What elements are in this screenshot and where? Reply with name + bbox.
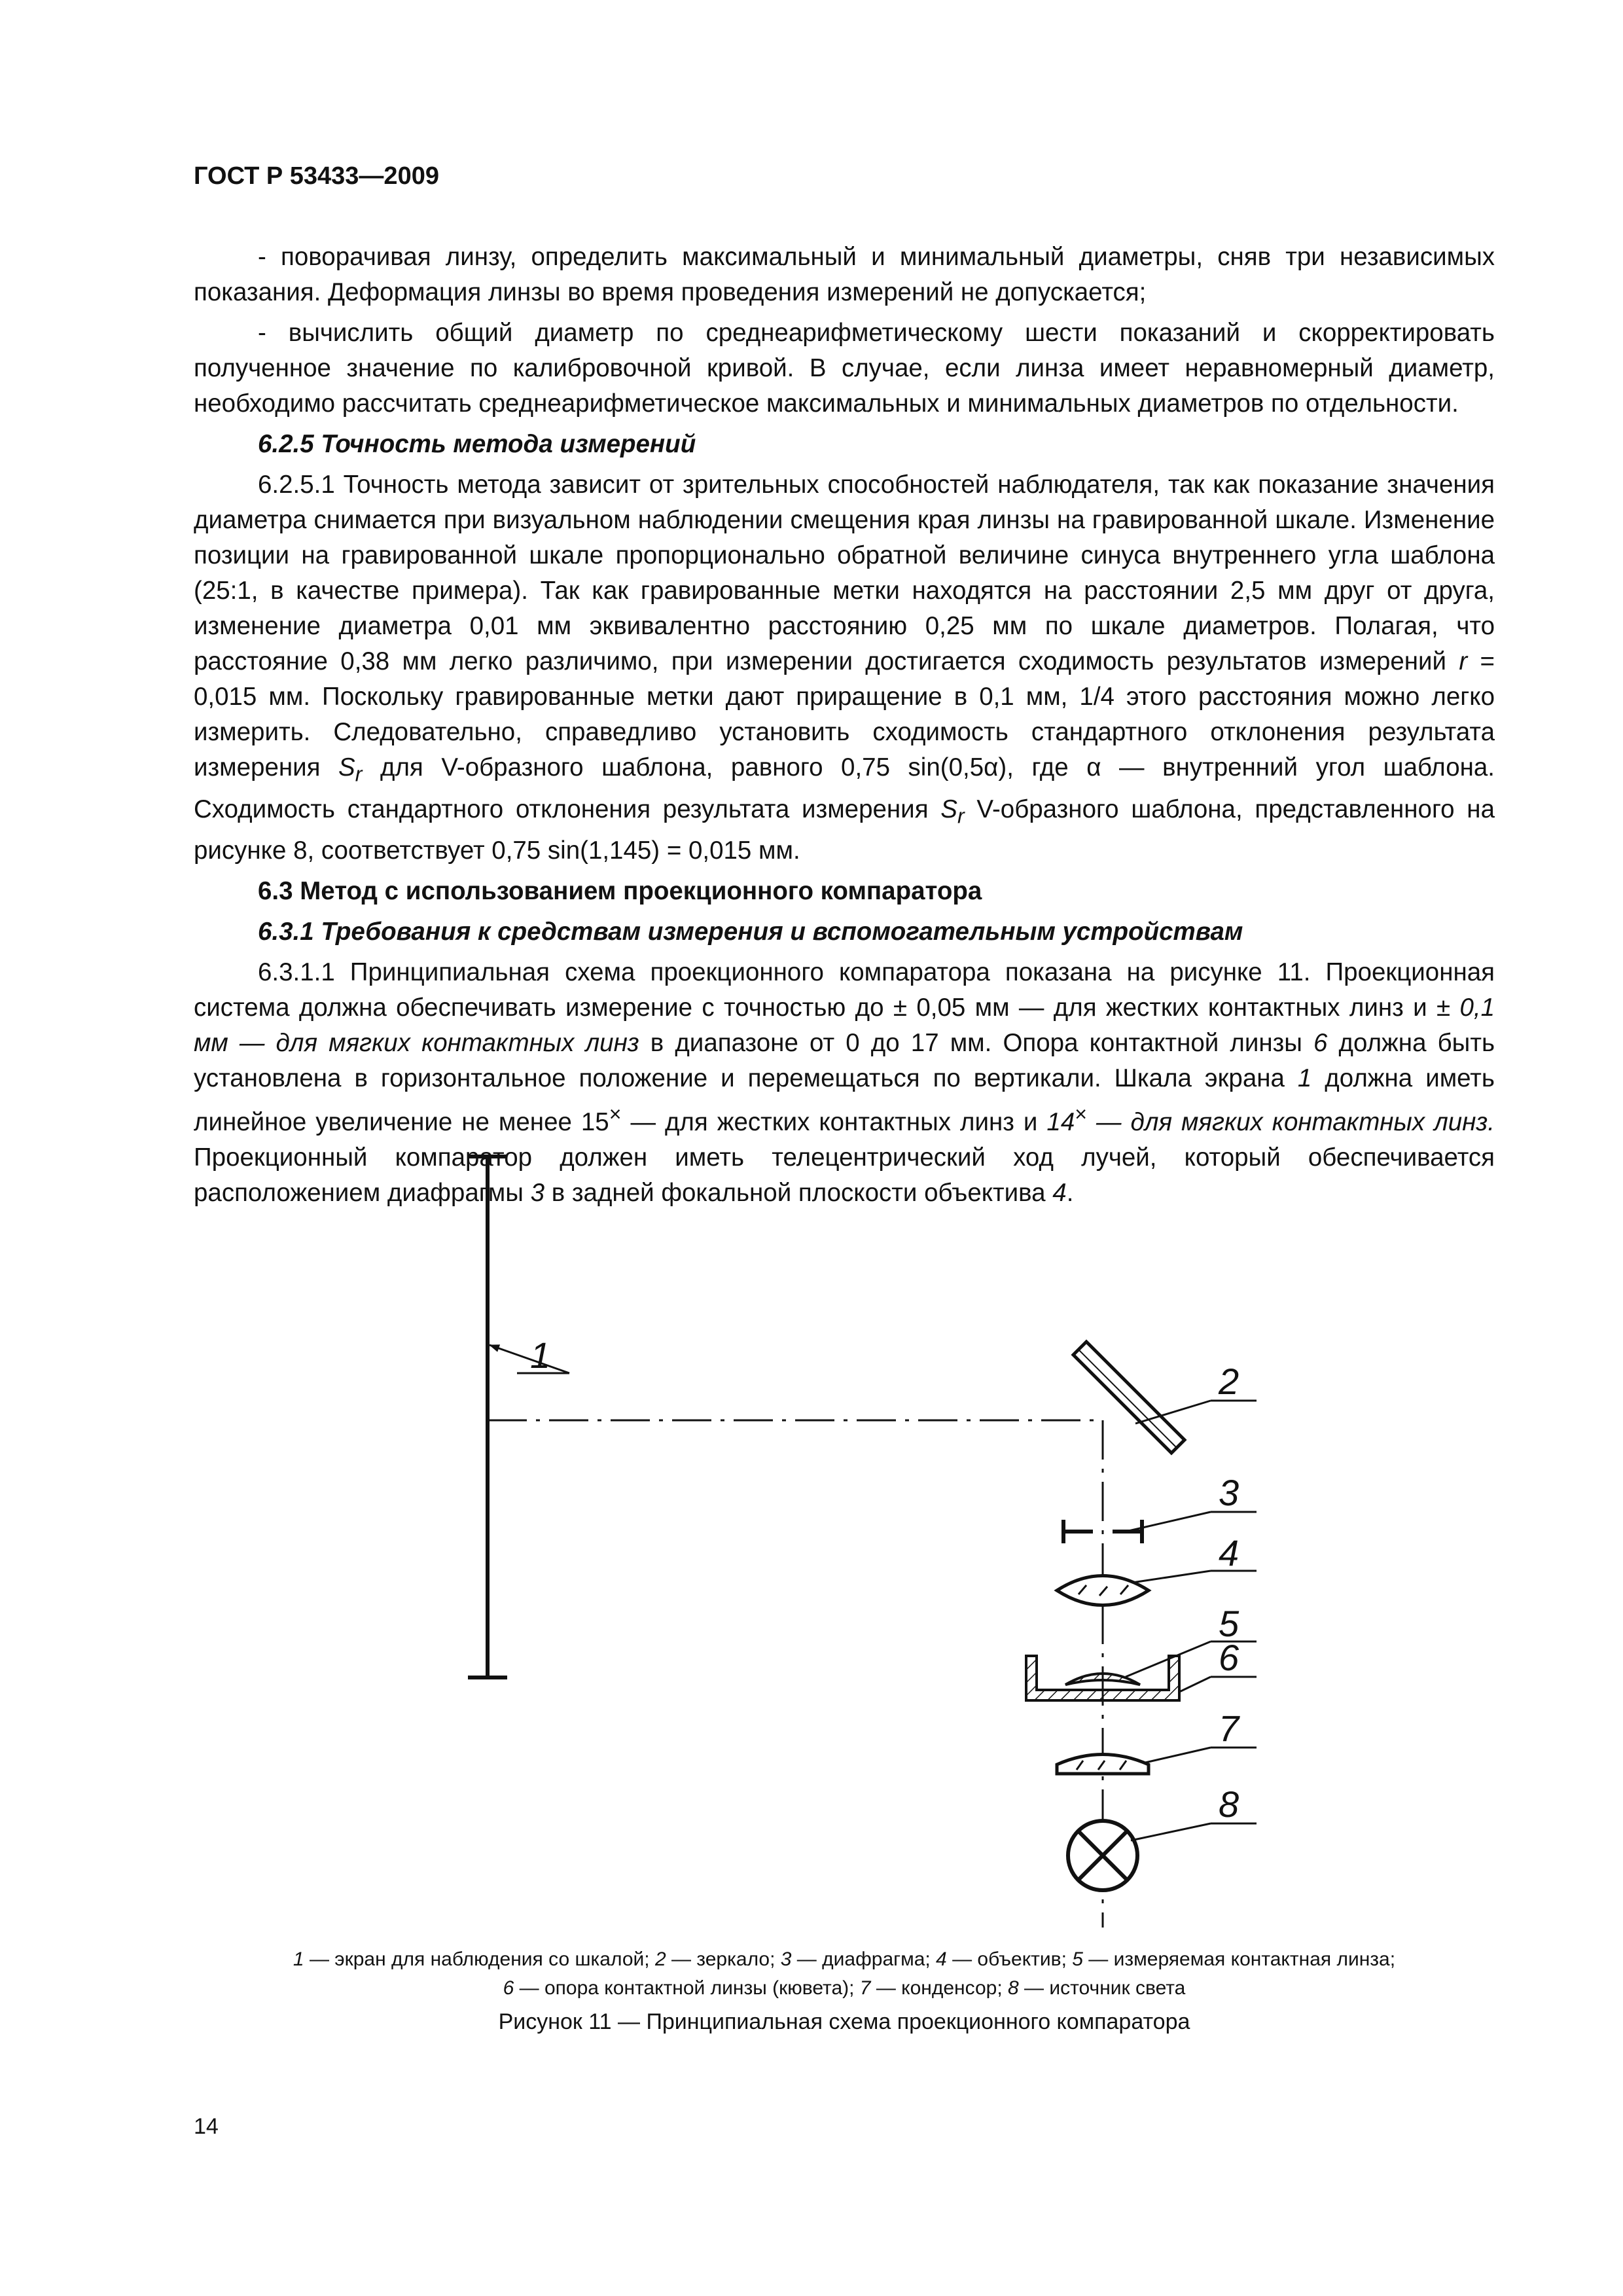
legend-number: 8 [1008,1977,1019,1999]
section-number: 6.3.1 [258,918,314,946]
legend-number: 2 [654,1948,666,1970]
paragraph-1: - поворачивая линзу, определить максимальный и минимальный диаметры, сняв три независимых показания. Деформация линзы во время проведения измерений не допускается; [194,243,1495,306]
ref-number: 6 [1313,1029,1328,1058]
condenser-lens [1057,1755,1149,1774]
screen-with-scale [468,1157,507,1677]
figure-caption: Рисунок 11 — Принципиальная схема проекционного компаратора [498,2009,1190,2034]
symbol-s: S [940,795,957,823]
legend-number: 4 [936,1948,947,1970]
ref-number: 4 [1052,1179,1067,1208]
times-superscript: × [1075,1102,1087,1126]
legend-text: — конденсор; [870,1977,1008,1999]
legend-text: — источник света [1018,1977,1186,1999]
legend-text: — объектив; [946,1948,1073,1970]
light-source-icon [1068,1821,1137,1890]
text-run: должна быть установлена в горизонтальное положение и перемещаться по вертикали. Шкала экрана [194,1029,1495,1093]
text-run: 6.2.5.1 Точность метода зависит от зрительных способностей наблюдателя, так как показание значения диаметра снимается при визуальном наблюдении смещения края линзы на гравированной шкале. Изменение позиции на гравированной шкале пропорционально обратной величине синуса внутреннего угла шаблона (25:1, в качестве примера). Так как гравированные метки находятся на расстоянии 2,5 мм друг от друга, изменение диаметра 0,01 мм эквивалентно расстоянию 0,25 мм по шкале диаметров. Полагая, что расстояние 0,38 мм легко различимо, при измерении достигается сходимость результатов измерений [194,471,1495,675]
legend-line-2 [194,1974,1495,2003]
italic-run: 14 [1046,1108,1075,1137]
text-run: Проекционный компаратор должен иметь телецентрический ход лучей, который обеспечивается расположением диафрагмы [194,1143,1495,1208]
legend-number: 1 [293,1948,304,1970]
diagram-label-7: 7 [1219,1708,1240,1749]
text-run: в диапазоне от 0 до 17 мм. Опора контактной линзы [639,1029,1314,1058]
times-superscript: × [609,1102,622,1126]
diagram-label-2: 2 [1219,1361,1240,1402]
mirror [1073,1342,1185,1453]
italic-run: — для мягких контактных линз. [1086,1108,1495,1137]
diagram-label-8: 8 [1219,1784,1240,1825]
text-run: должна иметь линейное увеличение не менее 15 [194,1064,1495,1137]
subscript-r: r [355,762,363,786]
legend-line-1 [194,1945,1495,1974]
text-run: 6.3.1.1 Принципиальная схема проекционного компаратора показана на рисунке 11. Проекционная система должна обеспечивать измерение с точностью до ± 0,05 мм — для жестких контактных линз и [194,958,1495,1022]
diagram-label-3: 3 [1219,1472,1240,1513]
text-run: — для жестких контактных линз и [621,1108,1047,1137]
diagram-label-5: 5 [1219,1603,1240,1644]
diagram-label-6: 6 [1219,1637,1240,1678]
legend-text: — экран для наблюдения со шкалой; [304,1948,655,1970]
legend-text: — опора контактной линзы (кювета); [514,1977,860,1999]
text-run: V-образного шаблона, представленного на рисунке 8, соответствует 0,75 sin(1,145) = 0,015 мм. [194,795,1495,865]
section-title: Точность метода измерений [321,430,696,458]
symbol-r: r [1459,647,1468,675]
page-number: 14 [194,2114,219,2139]
figure-legend [194,1945,1495,2003]
legend-text: — измеряемая контактная линза; [1082,1948,1396,1970]
legend-number: 6 [503,1977,514,1999]
italic-run: ± 0,1 мм — для мягких контактных линз [194,994,1495,1058]
ref-number: 1 [1297,1064,1312,1093]
subscript-r: r [957,804,965,828]
legend-number: 7 [859,1977,871,1999]
legend-number: 5 [1072,1948,1083,1970]
legend-number: 3 [780,1948,792,1970]
legend-text: — зеркало; [666,1948,781,1970]
section-title: Требования к средствам измерения и вспомогательным устройствам [321,918,1243,946]
symbol-s: S [338,753,355,781]
section-number: 6.2.5 [258,430,314,458]
text-run: для V-образного шаблона, равного 0,75 sin(0,5α), где α — внутренний угол шаблона. Сходимость стандартного отклонения результата измерения [194,753,1495,823]
diagram-label-4: 4 [1219,1532,1240,1573]
text-run: = 0,015 мм. Поскольку гравированные метки дают приращение в 0,1 мм, 1/4 этого расстояния можно легко измерить. Следовательно, справедливо установить сходимость стандартного отклонения результата измерения [194,647,1495,781]
paragraph-2: - вычислить общий диаметр по среднеарифметическому шести показаний и скорректировать полученное значение по калибровочной кривой. В случае, если линза имеет неравномерный диаметр, необходимо рассчитать среднеарифметическое максимальных и минимальных диаметров по отдельности. [194,319,1495,418]
document-header: ГОСТ Р 53433—2009 [194,162,439,190]
section-heading-6-3: 6.3 Метод с использованием проекционного компаратора [258,877,982,906]
objective-lens [1057,1576,1149,1605]
legend-text: — диафрагма; [791,1948,936,1970]
ref-number: 3 [530,1179,545,1208]
text-run: в задней фокальной плоскости объектива [544,1179,1053,1208]
text-run: . [1066,1179,1074,1208]
diagram-label-1: 1 [530,1335,551,1376]
